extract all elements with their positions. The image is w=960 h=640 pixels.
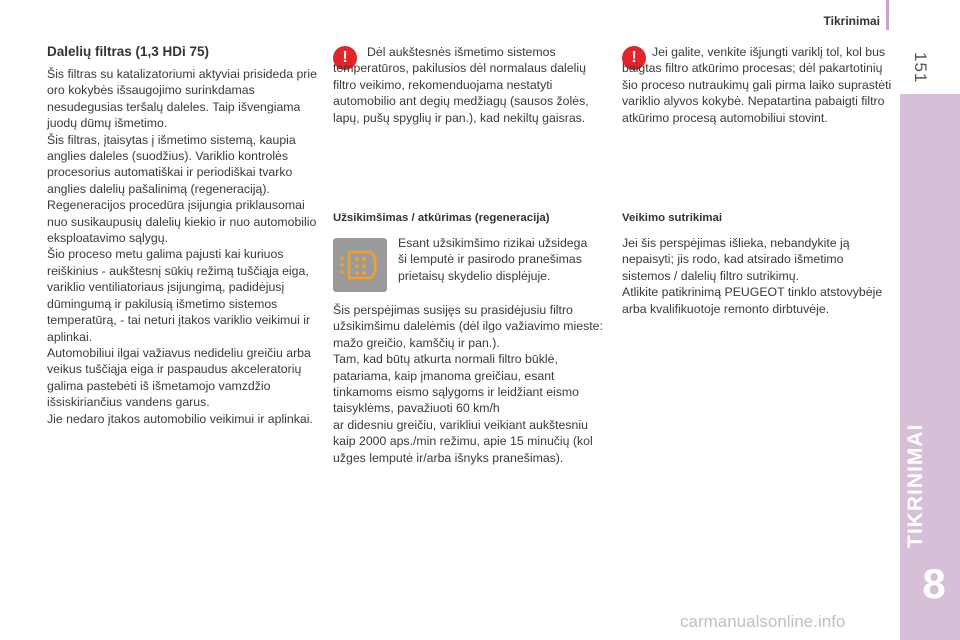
watermark: carmanualsonline.info [680,612,846,631]
malfunction-subtitle: Veikimo sutrikimai [622,212,723,224]
clogging-text: Šis perspėjimas susijęs su prasidėjusiu filtro užsikimšimu dalelėmis (dėl ilgo važiavimo mieste: mažo greičio, kamščių ir pan.). Tam, kad būtų atkurta normali filtro būklė, patariama, kaip įmanoma greičiau, esant tinkamoms eismo sąlygoms ir leidžiant eismo taisyklėms, pavažiuoti 60 km/h ar didesniu greičiu, varikliui veikiant aukštesniu kaip 2000 aps./min režimu, apie 15 minučių (kol užges lemputė ir/arba išnyks pranešimas). [333,303,603,465]
fire-warning-text: Dėl aukštesnės išmetimo sistemos temperatūros, pakilusios dėl normalaus dalelių filtro veikimo, rekomenduojama nestatyti automobilio ant degių medžiagų (sausos žolės, lapų, pušų spyglių ir pan.), kad nekiltų gaisras. [333,45,589,125]
malfunction-text: Jei šis perspėjimas išlieka, nebandykite ją nepaisyti; jis rodo, kad atsirado išmetimo sistemos / dalelių filtro sutrikimų. Atlikite patikrinimą PEUGEOT tinklo atstovybėje arba kvalifikuotoje remonto dirbtuvėje. [622,236,883,316]
particle-filter-warning-lamp-icon [333,238,387,292]
chapter-number: 8 [922,560,946,607]
chapter-tab [900,94,960,640]
chapter-tab-label: TIKRINIMAI [904,423,927,548]
warning-icon: ! [333,46,357,70]
lamp-description: Esant užsikimšimo rizikai užsidega ši lemputė ir pasirodo pranešimas prietaisų skydelio displėjuje. [398,236,588,283]
section-title: Dalelių filtras (1,3 HDi 75) [47,44,210,59]
clogging-subtitle: Užsikimšimas / atkūrimas (regeneracija) [333,212,550,224]
header-title: Tikrinimai [823,14,880,28]
section-text: Šis filtras su katalizatoriumi aktyviai prisideda prie oro kokybės išsaugojimo surinkdamas nesudegusias teršalų daleles. Taip išvengiama juodų dūmų išmetimo. Šis filtras, įtaisytas į išmetimo sistemą, kaupia anglies daleles (suodžius). Variklio kontrolės procesorius automatiškai ir periodiškai tvarko anglies dalelių pašalinimą (regeneraciją). Regeneracijos procedūra įsijungia priklausomai nuo susikaupusių dalelių kiekio ir nuo automobilio eksploatavimo sąlygų. Šio proceso metu galima pajusti kai kuriuos reiškinius - aukštesnį sūkių režimą tuščiąja eiga, variklio ventiliatoriaus įsijungimą, padidėjusį dūmingumą ir pakilusią išmetimo sistemos temperatūrą, - tai neturi įtakos variklio veikimui ir aplinkai. Automobiliui ilgai važiavus nedideliu greičiu arba veikus tuščiąja eiga ir paspaudus akceleratorių galima pastebėti iš išmetamojo vamzdžio išsiskiriančius vandens garus. Jie nedaro įtakos automobilio veikimui ir aplinkai. [47,67,317,426]
engine-off-warning-text: Jei galite, venkite išjungti variklį tol, kol bus baigtas filtro atkūrimo procesas; dėl pakartotinių šio proceso nutraukimų gali pirma laiko suprastėti variklio alyvos kokybė. Nepatartina pabaigti filtro atkūrimo procesą automobiliui stovint. [622,45,892,125]
page-number: 151 [911,52,930,84]
warning-icon: ! [622,46,646,70]
header-rule [886,0,889,30]
